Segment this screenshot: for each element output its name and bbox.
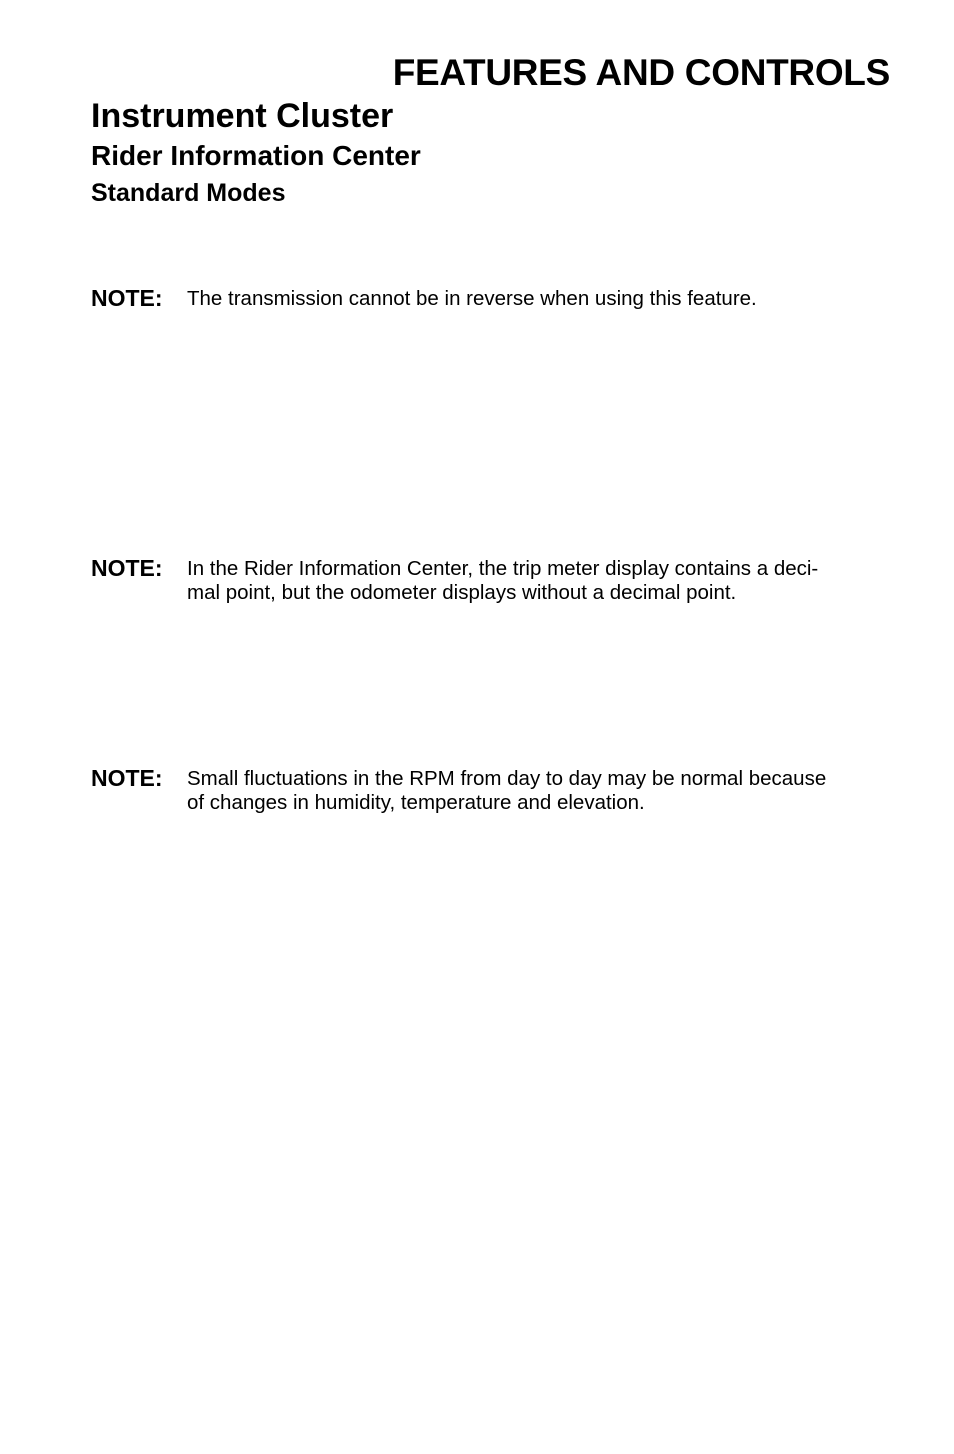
note-text-line: Small fluctuations in the RPM from day to day may be normal because bbox=[187, 767, 827, 790]
note-label: NOTE: bbox=[91, 555, 163, 581]
heading-instrument-cluster: Instrument Cluster bbox=[91, 97, 394, 135]
note-reverse-transmission bbox=[91, 286, 891, 311]
heading-standard-modes: Standard Modes bbox=[91, 179, 286, 207]
note-rpm-fluctuations bbox=[91, 766, 891, 815]
note-text-line: The transmission cannot be in reverse when using this feature. bbox=[187, 287, 757, 310]
note-text-line: of changes in humidity, temperature and elevation. bbox=[187, 791, 645, 814]
note-label: NOTE: bbox=[91, 285, 163, 311]
note-trip-meter-decimal bbox=[91, 556, 891, 605]
note-text-line: mal point, but the odometer displays without a decimal point. bbox=[187, 581, 737, 604]
note-label: NOTE: bbox=[91, 765, 163, 791]
heading-rider-information-center: Rider Information Center bbox=[91, 140, 421, 171]
page-section-title: FEATURES AND CONTROLS bbox=[392, 52, 890, 93]
note-text-line: In the Rider Information Center, the trip meter display contains a deci- bbox=[187, 557, 819, 580]
note-text bbox=[187, 767, 891, 815]
note-text bbox=[187, 287, 891, 311]
note-text bbox=[187, 557, 891, 605]
